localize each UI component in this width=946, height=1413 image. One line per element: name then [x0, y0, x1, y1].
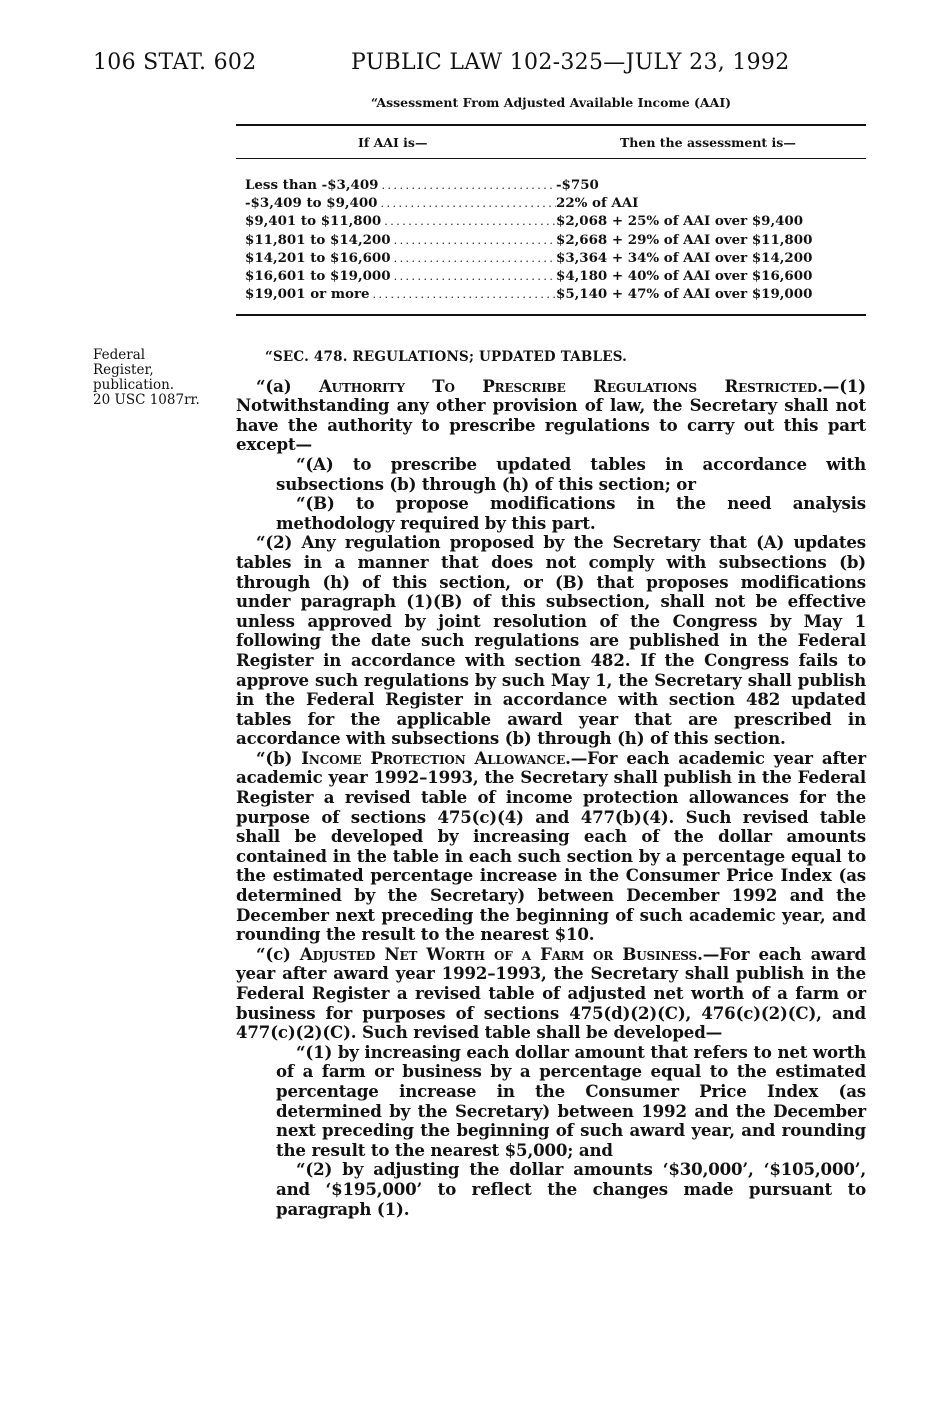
- subsection-a-open: “(a): [256, 375, 319, 396]
- table-row: [245, 194, 845, 212]
- row-condition: $9,401 to $11,800 . . .: [245, 212, 556, 230]
- table-title: “Assessment From Adjusted Available Income (AAI): [370, 95, 732, 110]
- table-row: [245, 249, 845, 267]
- table-row: [245, 285, 845, 303]
- subsection-b-title: Income Protection Allowance: [301, 747, 566, 768]
- row-result: $2,068 + 25% of AAI over $9,400: [556, 213, 804, 230]
- clause-a-A: “(A) to prescribe updated tables in accordance with subsections (b) through (h) of this section; or: [276, 453, 866, 494]
- subsection-c-text: .—For each award year after award year 1992–1993, the Secretary shall publish in the Federal Register a revised table of adjusted net worth of a farm or business for purposes of sections 475(d)(2)(C), 476(c)(2)(C), and 477(c)(2)(C). Such revised table shall be developed—: [236, 943, 866, 1043]
- stat-page-number: 106 STAT. 602: [93, 50, 257, 75]
- page-header: [93, 50, 853, 84]
- section-body: [236, 348, 866, 1219]
- column-header-if: If AAI is—: [358, 135, 428, 150]
- row-result: $2,668 + 29% of AAI over $11,800: [556, 231, 813, 248]
- column-header-then: Then the assessment is—: [620, 135, 796, 150]
- margin-note-line: Federal: [93, 347, 146, 363]
- section-heading: “SEC. 478. REGULATIONS; UPDATED TABLES.: [265, 349, 628, 365]
- subsection-a-paragraph-2: “(2) Any regulation proposed by the Secretary that (A) updates tables in a manner that does not comply with subsections (b) through (h) of this section, or (B) that proposes modifications under paragraph (1)(B) of this subsection, shall not be effective unless approved by joint resolution of the Congress by May 1 following the date such regulations are published in the Federal Register in accordance with section 482. If the Congress fails to approve such regulations by such May 1, the Secretary shall publish in the Federal Register in accordance with section 482 updated tables for the applicable award year that are prescribed in accordance with subsections (b) through (h) of this section.: [236, 532, 866, 749]
- row-result: $4,180 + 40% of AAI over $16,600: [556, 267, 813, 284]
- table-row: [245, 267, 845, 285]
- row-result: $5,140 + 47% of AAI over $19,000: [556, 286, 813, 303]
- row-condition: $14,201 to $16,600 . . .: [245, 249, 556, 267]
- margin-note-line: Register,: [93, 362, 154, 378]
- row-condition: -$3,409 to $9,400 . . .: [245, 194, 556, 212]
- row-condition: $19,001 or more . . .: [245, 285, 556, 303]
- table-header-rule: [236, 158, 866, 159]
- table-row: [245, 231, 845, 249]
- margin-note-line: publication.: [93, 377, 175, 393]
- clause-a-B: “(B) to propose modifications in the need analysis methodology required by this part.: [276, 493, 866, 533]
- row-condition: $16,601 to $19,000 . . .: [245, 267, 556, 285]
- subsection-b-text: .—For each academic year after academic year 1992–1993, the Secretary shall publish in the Federal Register a revised table of income protection allowances for the purpose of sections 475(c)(4) and 477(b)(4). Such revised table shall be developed by increasing each of the dollar amounts contained in the table in each such section by a percentage equal to the estimated percentage increase in the Consumer Price Index (as determined by the Secretary) between December 1992 and the December next preceding the beginning of such academic year, and rounding the result to the nearest $10.: [236, 747, 866, 945]
- clause-c-2: “(2) by adjusting the dollar amounts ‘$30,000’, ‘$105,000’, and ‘$195,000’ to reflect the changes made pursuant to paragraph (1).: [276, 1159, 866, 1219]
- margin-note: [93, 348, 213, 408]
- subsection-b: [236, 749, 866, 945]
- subsection-c-open: “(c): [256, 943, 300, 964]
- subsection-a-paragraph-1: [236, 377, 866, 455]
- assessment-table-body: [245, 176, 845, 303]
- public-law-title: PUBLIC LAW 102-325—JULY 23, 1992: [351, 50, 790, 75]
- table-top-rule: [236, 124, 866, 126]
- margin-note-citation: 20 USC 1087rr.: [93, 392, 200, 408]
- subsection-a-text: .—(1) Notwithstanding any other provision of law, the Secretary shall not have the authority to prescribe regulations to carry out this part except—: [236, 375, 867, 455]
- subsection-a-title: Authority To Prescribe Regulations Restricted: [318, 375, 818, 396]
- row-result: -$750: [556, 177, 599, 193]
- subsection-b-open: “(b): [256, 747, 302, 768]
- row-condition: $11,801 to $14,200 . . .: [245, 231, 556, 249]
- row-result: $3,364 + 34% of AAI over $14,200: [556, 249, 813, 266]
- subsection-c-title: Adjusted Net Worth of a Farm or Business: [299, 943, 698, 964]
- table-bottom-rule: [236, 314, 866, 316]
- subsection-c: [236, 945, 866, 1043]
- row-condition: Less than -$3,409 . . .: [245, 176, 556, 194]
- clause-c-1: “(1) by increasing each dollar amount that refers to net worth of a farm or business by a percentage equal to the estimated percentage increase in the Consumer Price Index (as determined by the Secretary) between 1992 and the December next preceding the beginning of such award year, and rounding the result to the nearest $5,000; and: [276, 1041, 866, 1160]
- table-row: [245, 212, 845, 230]
- row-result: 22% of AAI: [556, 195, 639, 212]
- table-row: [245, 176, 845, 194]
